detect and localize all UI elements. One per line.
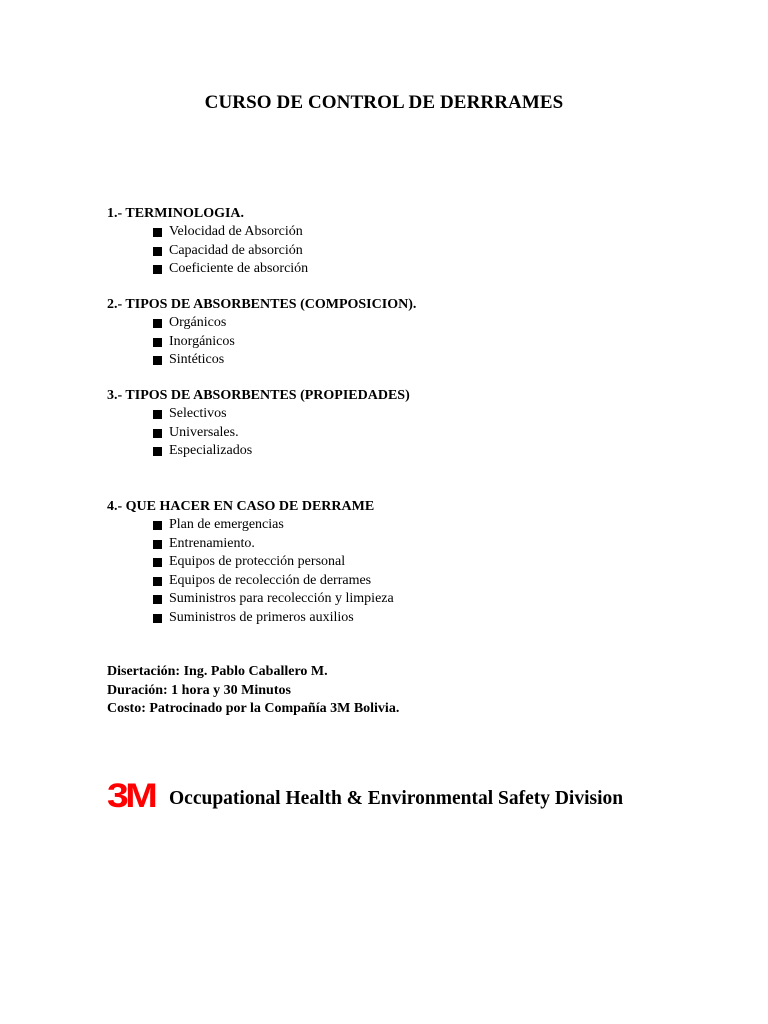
lecturer-line: Disertación: Ing. Pablo Caballero M. (107, 664, 328, 679)
square-bullet-icon (153, 595, 162, 604)
bullet-list (107, 223, 707, 279)
square-bullet-icon (153, 410, 162, 419)
list-item (107, 516, 707, 535)
section-tipos-composicion (107, 296, 707, 370)
square-bullet-icon (153, 447, 162, 456)
square-bullet-icon (153, 338, 162, 347)
document-title: CURSO DE CONTROL DE DERRRAMES (204, 92, 564, 113)
list-item (107, 223, 707, 242)
square-bullet-icon (153, 614, 162, 623)
list-item-label: Sintéticos (169, 352, 225, 367)
bullet-list (107, 405, 707, 461)
list-item (107, 351, 707, 370)
section-heading: 1.- TERMINOLOGIA. (107, 206, 245, 221)
list-item (107, 609, 707, 628)
list-item (107, 242, 707, 261)
list-item (107, 405, 707, 424)
list-item-label: Capacidad de absorción (169, 242, 303, 258)
brand-row (107, 776, 624, 815)
square-bullet-icon (153, 247, 162, 256)
list-item-label: Especializados (169, 443, 253, 458)
list-item-label: Coeficiente de absorción (169, 261, 309, 276)
section-terminologia (107, 205, 707, 279)
list-item-label: Universales. (169, 424, 239, 440)
list-item-label: Suministros para recolección y limpieza (169, 591, 394, 606)
square-bullet-icon (153, 540, 162, 549)
list-item-label: Orgánicos (169, 315, 227, 330)
square-bullet-icon (153, 228, 162, 237)
3m-logo: 3M (107, 777, 155, 815)
duration-line: Duración: 1 hora y 30 Minutos (107, 682, 291, 698)
list-item-label: Entrenamiento. (169, 535, 255, 551)
section-heading: 2.- TIPOS DE ABSORBENTES (COMPOSICION). (107, 297, 417, 312)
list-item (107, 442, 707, 461)
square-bullet-icon (153, 577, 162, 586)
list-item-label: Velocidad de Absorción (169, 224, 303, 239)
course-details (107, 663, 707, 719)
list-item (107, 572, 707, 591)
square-bullet-icon (153, 265, 162, 274)
bullet-list (107, 516, 707, 627)
square-bullet-icon (153, 356, 162, 365)
section-que-hacer (107, 498, 707, 627)
cost-line: Costo: Patrocinado por la Compañía 3M Bolivia. (107, 701, 400, 716)
list-item (107, 314, 707, 333)
square-bullet-icon (153, 429, 162, 438)
square-bullet-icon (153, 521, 162, 530)
list-item-label: Equipos de recolección de derrames (169, 572, 372, 588)
list-item-label: Equipos de protección personal (169, 554, 346, 569)
bullet-list (107, 314, 707, 370)
list-item (107, 590, 707, 609)
list-item (107, 424, 707, 443)
list-item-label: Inorgánicos (169, 333, 235, 349)
list-item-label: Plan de emergencias (169, 517, 284, 532)
square-bullet-icon (153, 319, 162, 328)
list-item (107, 535, 707, 554)
list-item-label: Selectivos (169, 406, 227, 421)
list-item (107, 260, 707, 279)
division-name: Occupational Health & Environmental Safety Division (169, 788, 624, 809)
section-tipos-propiedades (107, 387, 707, 461)
list-item (107, 333, 707, 352)
list-item (107, 553, 707, 572)
list-item-label: Suministros de primeros auxilios (169, 609, 354, 625)
section-heading: 3.- TIPOS DE ABSORBENTES (PROPIEDADES) (107, 388, 410, 403)
square-bullet-icon (153, 558, 162, 567)
section-heading: 4.- QUE HACER EN CASO DE DERRAME (107, 499, 375, 514)
